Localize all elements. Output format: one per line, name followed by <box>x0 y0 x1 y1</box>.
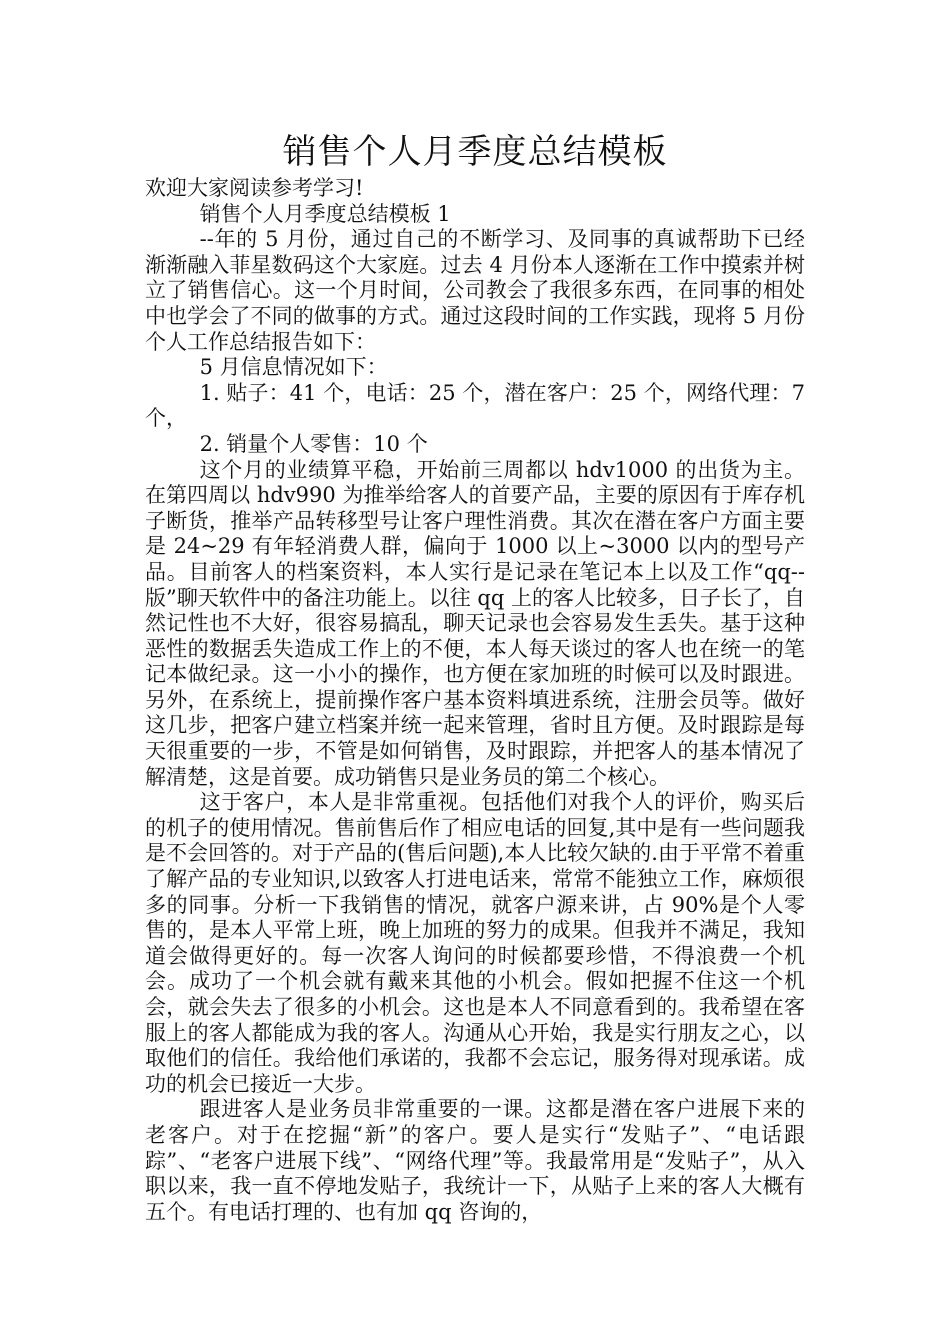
document-title: 销售个人月季度总结模板 <box>282 132 668 172</box>
paragraph-heading: 销售个人月季度总结模板 1 <box>199 201 451 226</box>
paragraph-opening: --年的 5 月份，通过自己的不断学习、及同事的真诚帮助下已经渐渐融入菲星数码这个大家庭。过去 4 月份本人逐渐在工作中摸索并树立了销售信心。这一个月时间，公司教会了我很多东西，在同事的相处中也学会了不同的做事的方式。通过这段时间的工作实践，现将 5 月份个人工作总结报告如下： <box>145 227 805 354</box>
paragraph-performance: 这个月的业绩算平稳，开始前三周都以 hdv1000 的出货为主。在第四周以 hdv990 为推举给客人的首要产品，主要的原因有于库存机子断货，推举产品转移型号让客户理性消费。其次在潜在客户方面主要是 24~29 有年轻消费人群，偏向于 1000 以上~3000 以内的型号产品。目前客人的档案资料，本人实行是记录在笔记本上以及工作“qq--版”聊天软件中的备注功能上。以往 qq 上的客人比较多，日子长了，自然记性也不大好，很容易搞乱，聊天记录也会容易发生丢失。基于这种恶性的数据丢失造成工作上的不便，本人每天谈过的客人也在统一的笔记本做纪录。这一小小的操作，也方便在家加班的时候可以及时跟进。另外，在系统上，提前操作客户基本资料填进系统，注册会员等。做好这几步，把客户建立档案并统一起来管理，省时且方便。及时跟踪是每天很重要的一步，不管是如何销售，及时跟踪，并把客人的基本情况了解清楚，这是首要。成功销售只是业务员的第二个核心。 <box>145 457 805 789</box>
paragraph-item-1: 1. 贴子：41 个，电话：25 个，潜在客户：25 个，网络代理：7 个， <box>145 380 805 431</box>
document-page <box>145 128 805 1225</box>
paragraph-follow-up: 跟进客人是业务员非常重要的一课。这都是潜在客户进展下来的老客户。对于在挖掘“新”的客户。要人是实行“发贴子”、“电话跟踪”、“老客户进展下线”、“网络代理”等。我最常用是“发贴子”，从入职以来，我一直不停地发贴子，我统计一下，从贴子上来的客人大概有五个。有电话打理的、也有加 qq 咨询的， <box>145 1097 805 1224</box>
paragraph-info-header: 5 月信息情况如下： <box>199 355 388 380</box>
intro-line: 欢迎大家阅读参考学习! <box>145 176 364 200</box>
paragraph-customers: 这于客户，本人是非常重视。包括他们对我个人的评价，购买后的机子的使用情况。售前售后作了相应电话的回复,其中是有一些问题我是不会回答的。对于产品的(售后问题),本人比较欠缺的.由于平常不着重了解产品的专业知识,以致客人打进电话来，常常不能独立工作，麻烦很多的同事。分析一下我销售的情况，就客户源来讲，占 90%是个人零售的，是本人平常上班，晚上加班的努力的成果。但我并不满足，我知道会做得更好的。每一次客人询问的时候都要珍惜，不得浪费一个机会。成功了一个机会就有戴来其他的小机会。假如把握不住这一个机会，就会失去了很多的小机会。这也是本人不同意看到的。我希望在客服上的客人都能成为我的客人。沟通从心开始，我是实行朋友之心，以取他们的信任。我给他们承诺的，我都不会忘记，服务得对现承诺。成功的机会已接近一大步。 <box>145 790 805 1096</box>
paragraph-item-2: 2. 销量个人零售：10 个 <box>199 431 428 456</box>
